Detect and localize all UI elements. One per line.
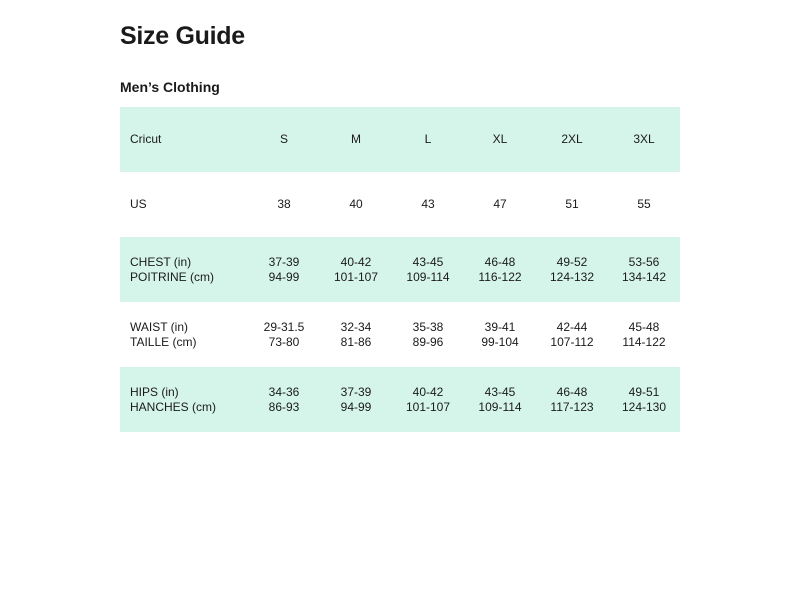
header-size-xl: XL — [464, 107, 536, 172]
table-cell — [248, 237, 320, 302]
cell-value-in: 42-44 — [556, 319, 588, 334]
cell-value-cm: 101-107 — [333, 269, 379, 284]
cell-value-in: 34-36 — [268, 384, 300, 399]
cell-value-cm: 134-142 — [621, 269, 667, 284]
header-size-s: S — [248, 107, 320, 172]
cell-value: 38 — [277, 197, 291, 211]
cell-value-in: 35-38 — [412, 319, 444, 334]
table-cell — [536, 302, 608, 367]
table-cell — [464, 367, 536, 432]
row-label-line: WAIST (in) — [130, 319, 189, 334]
table-row-us — [120, 172, 680, 237]
cell-value-cm: 116-122 — [478, 269, 522, 284]
cell-value-in: 49-51 — [628, 384, 660, 399]
cell-value-cm: 94-99 — [268, 269, 300, 284]
cell-value-in: 43-45 — [484, 384, 516, 399]
table-cell — [464, 172, 536, 237]
header-size-2xl: 2XL — [536, 107, 608, 172]
cell-value-in: 46-48 — [484, 254, 516, 269]
row-label-line: HIPS (in) — [130, 384, 179, 399]
cell-value-cm: 124-132 — [549, 269, 595, 284]
table-cell — [392, 367, 464, 432]
cell-value-cm: 86-93 — [268, 399, 300, 414]
cell-value-cm: 89-96 — [412, 334, 444, 349]
row-label — [120, 302, 248, 367]
cell-value-cm: 114-122 — [622, 334, 666, 349]
table-cell — [392, 237, 464, 302]
cell-value-in: 40-42 — [412, 384, 444, 399]
cell-value-cm: 101-107 — [405, 399, 451, 414]
table-header-row — [120, 107, 680, 172]
cell-value-in: 49-52 — [556, 254, 588, 269]
section-title: Men’s Clothing — [120, 79, 220, 95]
header-label: Cricut — [120, 107, 248, 172]
cell-value-cm: 117-123 — [550, 399, 594, 414]
cell-value-in: 29-31.5 — [263, 319, 305, 334]
cell-value: 47 — [493, 197, 507, 211]
row-label — [120, 172, 248, 237]
row-label-line: POITRINE (cm) — [130, 269, 214, 284]
cell-value-cm: 99-104 — [481, 334, 519, 349]
table-cell — [320, 237, 392, 302]
table-cell — [536, 237, 608, 302]
row-label — [120, 237, 248, 302]
table-cell — [320, 367, 392, 432]
size-table — [120, 107, 680, 432]
cell-value-cm: 124-130 — [621, 399, 667, 414]
row-label — [120, 367, 248, 432]
table-cell — [320, 302, 392, 367]
cell-value: 55 — [637, 197, 651, 211]
table-cell — [536, 367, 608, 432]
cell-value-in: 32-34 — [340, 319, 372, 334]
cell-value-in: 53-56 — [628, 254, 660, 269]
cell-value-in: 37-39 — [268, 254, 300, 269]
table-cell — [608, 367, 680, 432]
row-label-line: CHEST (in) — [130, 254, 192, 269]
table-cell — [536, 172, 608, 237]
table-cell — [392, 172, 464, 237]
cell-value: 40 — [349, 197, 363, 211]
table-cell — [248, 172, 320, 237]
table-cell — [608, 302, 680, 367]
header-size-l: L — [392, 107, 464, 172]
cell-value-in: 46-48 — [556, 384, 588, 399]
cell-value-in: 40-42 — [340, 254, 372, 269]
cell-value-cm: 109-114 — [406, 269, 450, 284]
table-row-hips — [120, 367, 680, 432]
table-cell — [464, 302, 536, 367]
table-cell — [248, 302, 320, 367]
cell-value-cm: 94-99 — [340, 399, 372, 414]
cell-value-in: 37-39 — [340, 384, 372, 399]
table-cell — [392, 302, 464, 367]
cell-value-cm: 107-112 — [550, 334, 594, 349]
table-cell — [320, 172, 392, 237]
cell-value-cm: 73-80 — [268, 334, 300, 349]
cell-value: 51 — [565, 197, 579, 211]
table-cell — [248, 367, 320, 432]
cell-value-cm: 81-86 — [340, 334, 372, 349]
row-label-line: HANCHES (cm) — [130, 399, 216, 414]
cell-value-cm: 109-114 — [478, 399, 522, 414]
cell-value-in: 39-41 — [484, 319, 516, 334]
header-size-3xl: 3XL — [608, 107, 680, 172]
page-title: Size Guide — [120, 22, 245, 50]
table-cell — [608, 172, 680, 237]
cell-value-in: 43-45 — [412, 254, 444, 269]
row-label-line: TAILLE (cm) — [130, 334, 197, 349]
table-row-chest — [120, 237, 680, 302]
row-label-line: US — [130, 197, 147, 211]
header-size-m: M — [320, 107, 392, 172]
table-row-waist — [120, 302, 680, 367]
cell-value-in: 45-48 — [628, 319, 660, 334]
cell-value: 43 — [421, 197, 435, 211]
table-cell — [608, 237, 680, 302]
table-cell — [464, 237, 536, 302]
